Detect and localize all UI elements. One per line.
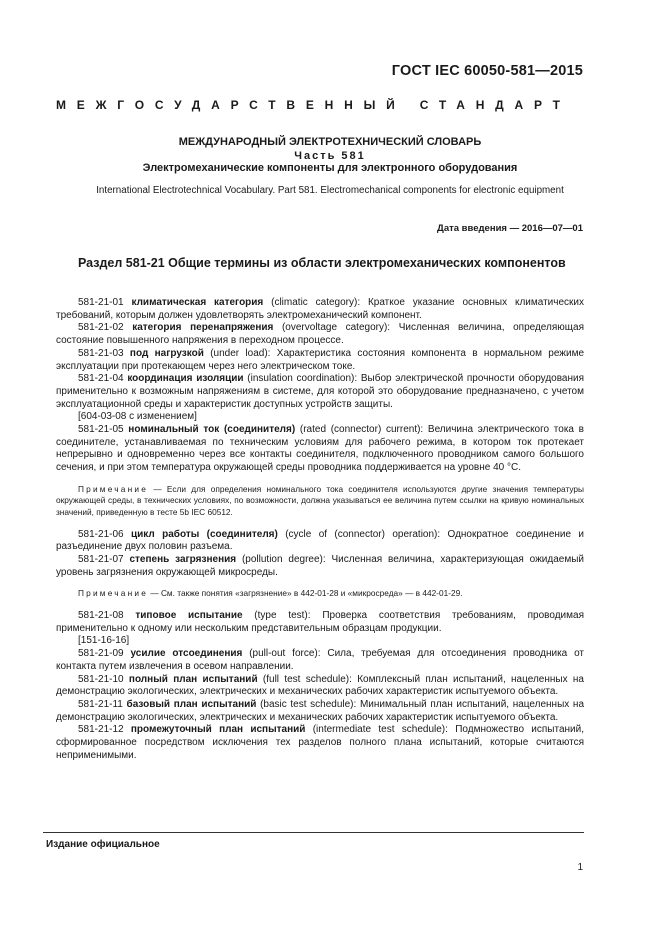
term-definition: (rated (connector) current): Величина электрического тока в соединителе, устанавливаемая по техническим условиям для рабочего режима, в котором ток протекает непрерывно и одновременно через все контакты соединителя, подключенного проводником самого большого сечения, и при этом температура окружающей среды проводника поддерживается на уровне 40 °С. (56, 424, 584, 474)
term-number: 581-21-11 (78, 698, 123, 710)
term-name: номинальный ток (соединителя) (128, 424, 296, 436)
part-label: Часть 581 (294, 150, 366, 162)
term-name: усилие отсоединения (130, 648, 243, 660)
term-name: климатическая категория (131, 297, 264, 308)
term-name: полный план испытаний (128, 673, 258, 685)
term-name: координация изоляции (127, 373, 244, 385)
note (56, 484, 584, 519)
term-number: 581-21-04 (78, 373, 124, 385)
term-number: 581-21-07 (78, 554, 124, 566)
term-entry (56, 610, 584, 635)
term-entry (56, 322, 584, 347)
term-entry (56, 674, 584, 699)
section-heading: Раздел 581-21 Общие термины из области электромеханических компонентов (78, 256, 566, 270)
reference: [151-16-16] (78, 635, 130, 647)
note (56, 588, 584, 600)
term-name: под нагрузкой (129, 347, 204, 359)
term-number: 581-21-06 (78, 528, 124, 540)
term-definition: (insulation coordination): Выбор электрической прочности оборудования применительно к возможным напряжениям в системе, для которой это оборудование предназначено, с учетом эксплуатационной среды и характеристик доступных устройств защиты. (56, 373, 585, 410)
term-number: 581-21-12 (78, 724, 124, 736)
term-entry (56, 373, 584, 411)
edition-label: Издание официальное (46, 839, 160, 850)
term-number: 581-21-08 (78, 610, 124, 622)
term-definition: (intermediate test schedule): Подмножество испытаний, сформированное посредством исключения тех разделов полного плана испытаний, которые считаются неприменимыми. (56, 724, 584, 761)
term-number: 581-21-10 (78, 673, 124, 685)
document-title: МЕЖДУНАРОДНЫЙ ЭЛЕКТРОТЕХНИЧЕСКИЙ СЛОВАРЬ (178, 136, 482, 148)
note-label: Примечание (78, 483, 149, 494)
term-entry (56, 648, 584, 673)
standard-banner: МЕЖГОСУДАРСТВЕННЫЙ СТАНДАРТ (56, 98, 571, 112)
term-name: цикл работы (соединителя) (130, 528, 278, 540)
term-entry (56, 724, 584, 762)
term-definition: (basic test schedule): Минимальный план испытаний, нацеленных на демонстрацию экологических, электрических и механических рабочих характеристик испытуемого объекта. (56, 698, 585, 723)
note-label: Примечание (78, 588, 149, 599)
term-definition: (pull-out force): Сила, требуемая для отсоединения проводника от контакта путем извлечения в осевом направлении. (56, 648, 585, 672)
term-number: 581-21-01 (78, 297, 124, 308)
term-definition: (cycle of (connector) operation): Однократное соединение и разъединение двух половин разъема. (56, 528, 584, 553)
term-definition: (pollution degree): Численная величина, характеризующая ожидаемый уровень загрязнения окружающей микросреды. (56, 554, 584, 578)
term-entry (56, 297, 584, 322)
term-entry (56, 699, 584, 724)
term-name: промежуточный план испытаний (130, 724, 306, 736)
term-definition: (under load): Характеристика состояния компонента в нормальном режиме эксплуатации при протекающем через него электрическом токе. (56, 347, 585, 372)
term-definition: (climatic category): Краткое указание основных климатических требований, которым должен удовлетворять электромеханический компонент. (56, 297, 584, 321)
term-definition: (full test schedule): Комплексный план испытаний, нацеленных на демонстрацию экологических, электрических и механических рабочих характеристик испытуемого объекта. (56, 673, 584, 698)
introduction-date: Дата введения — 2016—07—01 (437, 223, 583, 234)
note-text: — См. также понятия «загрязнение» в 442-01-28 и «микросреда» — в 442-01-29. (148, 588, 463, 599)
reference: [604-03-08 с изменением] (78, 411, 197, 423)
term-number: 581-21-02 (78, 322, 124, 334)
gost-number: ГОСТ IEC 60050-581—2015 (391, 63, 583, 79)
term-entry (56, 554, 584, 579)
terms-list (56, 297, 584, 762)
term-number: 581-21-05 (78, 424, 124, 436)
english-title: International Electrotechnical Vocabulary. Part 581. Electromechanical components for electronic equipment (96, 185, 564, 196)
document-subtitle: Электромеханические компоненты для электронного оборудования (142, 162, 518, 174)
term-number: 581-21-03 (78, 347, 124, 359)
term-name: типовое испытание (135, 610, 243, 622)
page-number: 1 (577, 862, 583, 873)
footer-divider (43, 832, 584, 833)
term-definition: (type test): Проверка соответствия требованиям, проводимая применительно к одному или нескольким представительным образцам продукции. (56, 610, 584, 634)
term-definition: (overvoltage category): Численная величина, определяющая состояние повышенного напряжения в переходном процессе. (56, 322, 584, 347)
term-name: степень загрязнения (129, 554, 237, 566)
term-entry (56, 529, 584, 554)
term-entry (56, 348, 584, 373)
term-name: базовый план испытаний (126, 698, 257, 710)
note-text: — Если для определения номинального тока соединителя используются другие значения температуры окружающей среды, в технических условиях, по возможности, должна указываться ее величина путем ссылки на кривую номинальных значений, приведенную в тесте 5b IEC 60512. (56, 483, 584, 518)
term-entry (56, 424, 584, 475)
term-number: 581-21-09 (78, 648, 124, 660)
term-name: категория перенапряжения (132, 322, 274, 334)
